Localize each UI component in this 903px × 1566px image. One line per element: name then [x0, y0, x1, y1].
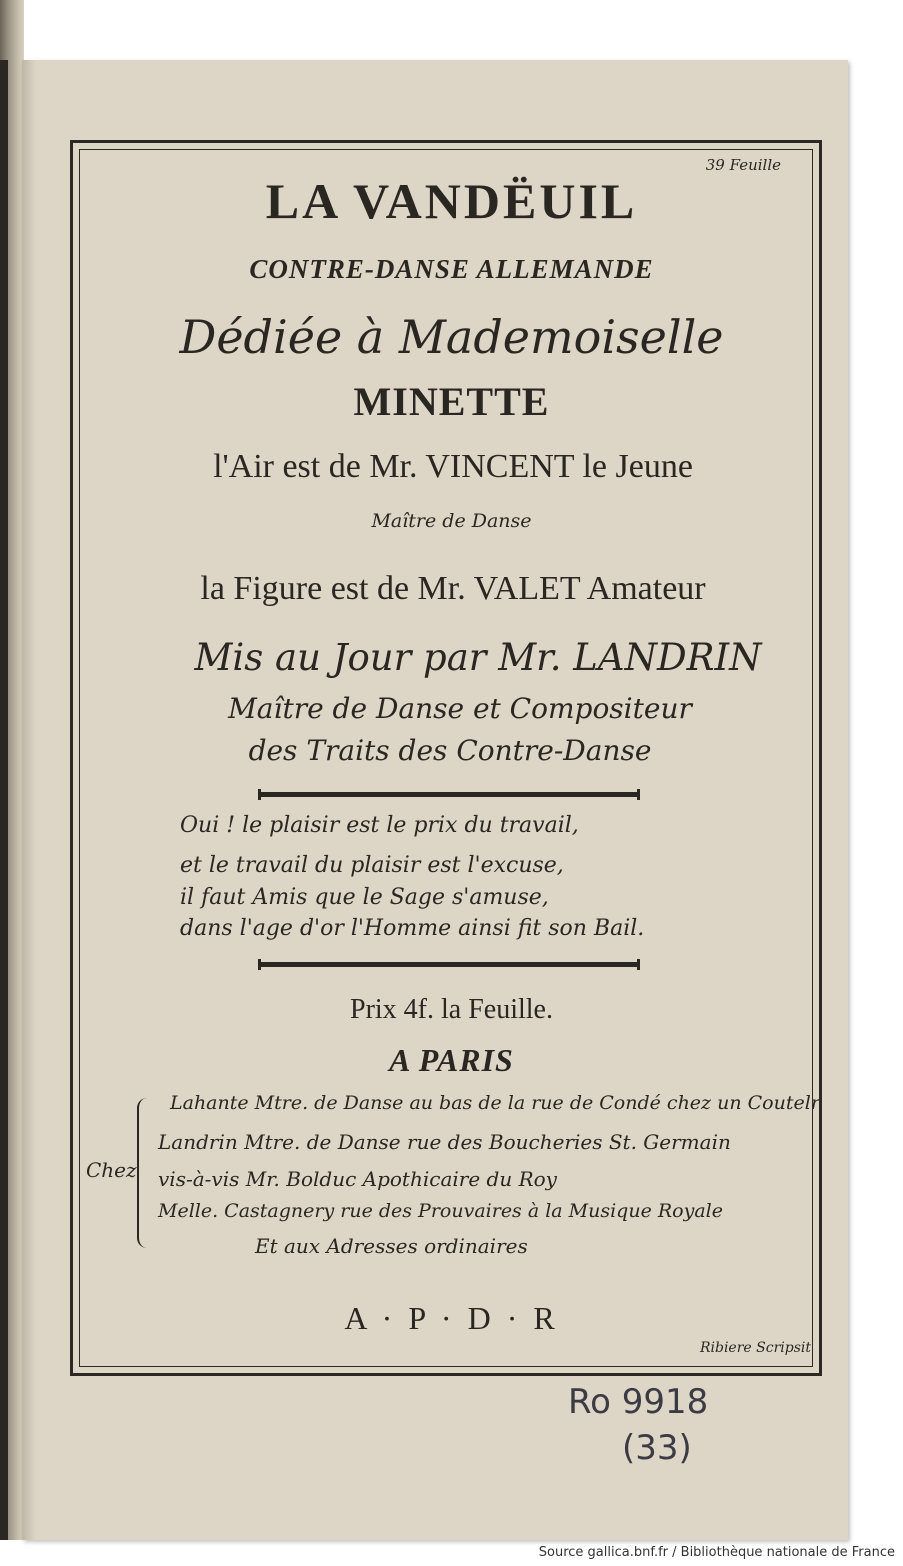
address-line-2: Landrin Mtre. de Danse rue des Boucheries St. Germain: [158, 1130, 731, 1154]
divider-rule-bottom: [258, 962, 640, 967]
chez-label: Chez: [86, 1158, 137, 1182]
page-title: LA VANDËUIL: [265, 173, 638, 229]
sheet-number: 39 Feuille: [705, 156, 781, 174]
verse-line-2: et le travail du plaisir est l'excuse,: [180, 853, 564, 878]
dedication: Dédiée à Mademoiselle: [179, 310, 724, 364]
address-line-1: Lahante Mtre. de Danse au bas de la rue de Condé chez un Coutelr.: [170, 1092, 824, 1114]
air-composer-line: l'Air est de Mr. VINCENT le Jeune: [213, 448, 693, 485]
publisher-role-1: Maître de Danse et Compositeur: [228, 692, 692, 725]
address-line-4: Melle. Castagnery rue des Prouvaires à la Musique Royale: [158, 1200, 723, 1222]
engraver-signature: Ribiere Scripsit: [699, 1340, 811, 1356]
address-brace: [137, 1098, 153, 1248]
dedicatee: MINETTE: [353, 379, 550, 424]
publisher-line: Mis au Jour par Mr. LANDRIN: [194, 636, 762, 679]
air-composer-role: Maître de Danse: [371, 510, 532, 532]
privilege-mark: A · P · D · R: [344, 1300, 559, 1336]
publisher-role-2: des Traits des Contre-Danse: [248, 734, 652, 767]
address-line-5: Et aux Adresses ordinaires: [255, 1234, 528, 1258]
address-line-3: vis-à-vis Mr. Bolduc Apothicaire du Roy: [158, 1167, 557, 1191]
city: A PARIS: [389, 1042, 514, 1078]
shelfmark-line-2: (33): [622, 1428, 692, 1468]
verse-line-4: dans l'age d'or l'Homme ainsi fit son Bail.: [180, 916, 645, 941]
divider-rule-top: [258, 792, 640, 797]
price: Prix 4f. la Feuille.: [350, 994, 553, 1025]
verse-line-3: il faut Amis que le Sage s'amuse,: [180, 885, 549, 910]
subtitle: CONTRE-DANSE ALLEMANDE: [249, 254, 654, 284]
shelfmark-line-1: Ro 9918: [568, 1382, 709, 1422]
figure-author-line: la Figure est de Mr. VALET Amateur: [200, 570, 706, 607]
verse-line-1: Oui ! le plaisir est le prix du travail,: [180, 813, 579, 838]
source-credit: Source gallica.bnf.fr / Bibliothèque nationale de France: [538, 1545, 895, 1560]
